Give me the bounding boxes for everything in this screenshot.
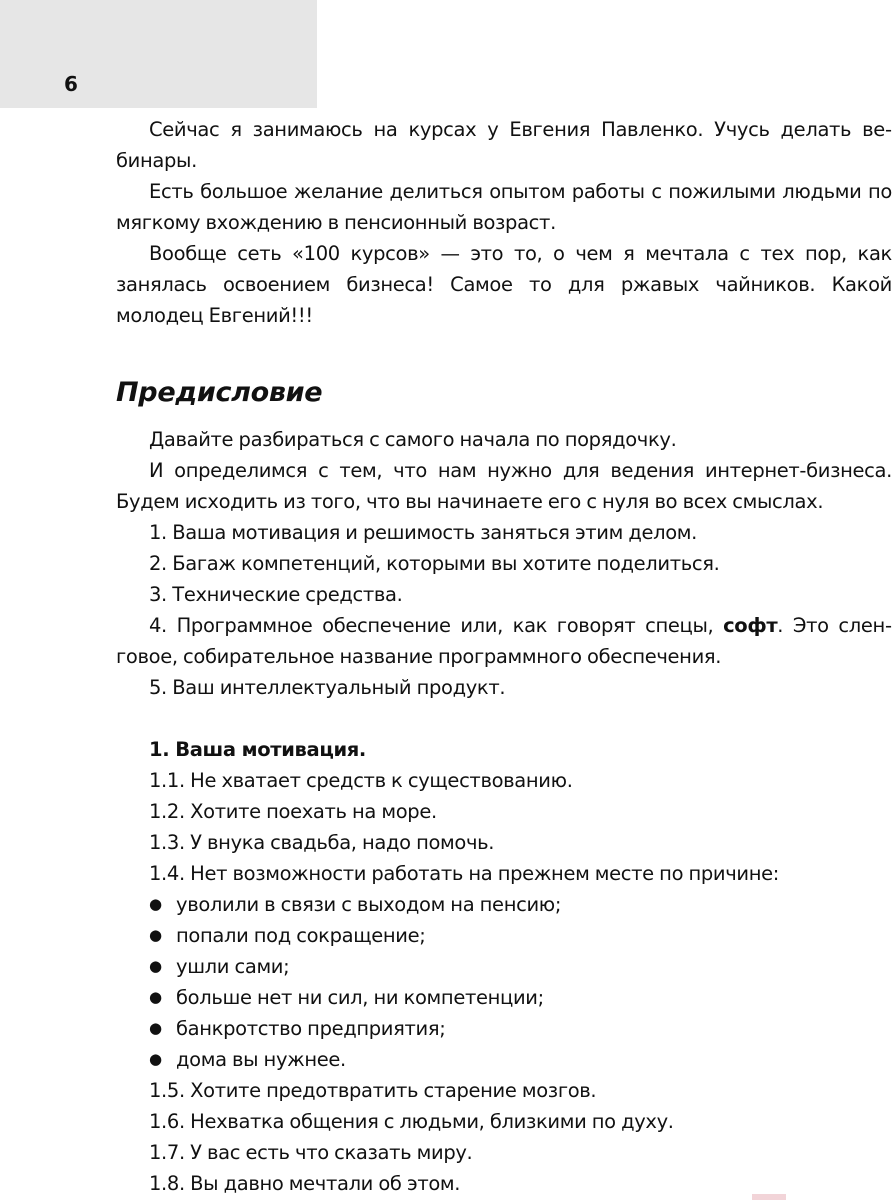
page-body (116, 114, 892, 1199)
motivation-item: 1.5. Хотите предотвратить старение мозгов. (149, 1079, 597, 1102)
page-number: 6 (64, 72, 78, 96)
bullet-text: попали под сокращение; (176, 924, 426, 947)
preface-list-item: 5. Ваш интеллектуальный продукт. (149, 676, 506, 699)
bullet-list-item (116, 982, 892, 1013)
motivation-item: 1.6. Нехватка общения с людьми, близкими по духу. (149, 1110, 674, 1133)
bullet-icon: ● (149, 957, 162, 975)
motivation-item: 1.3. У внука свадьба, надо помочь. (149, 831, 495, 854)
bullet-text: уволили в связи с выходом на пенсию; (176, 893, 562, 916)
preface-paragraph-2: И определимся с тем, что нам нужно для ведения интернет-бизнеса. Будем исходить из того, что вы начинаете его с нуля во всех смыслах. (116, 459, 892, 513)
bullet-text: банкротство предприятия; (176, 1017, 446, 1040)
bullet-icon: ● (149, 1019, 162, 1037)
term-soft: софт (723, 614, 778, 637)
bullet-text: больше нет ни сил, ни компетенции; (176, 986, 544, 1009)
bullet-icon: ● (149, 926, 162, 944)
intro-paragraph-1: Сейчас я занимаюсь на курсах у Евгения Павленко. Учусь делать вебинары. (116, 118, 892, 172)
preface-list-item: 1. Ваша мотивация и решимость заняться этим делом. (149, 521, 698, 544)
bullet-icon: ● (149, 988, 162, 1006)
motivation-heading: 1. Ваша мотивация. (149, 738, 366, 761)
preface-paragraph-1: Давайте разбираться с самого начала по порядочку. (149, 428, 677, 451)
motivation-item: 1.8. Вы давно мечтали об этом. (149, 1172, 461, 1195)
section-title-preface: Предисловие (116, 377, 323, 408)
motivation-item: 1.4. Нет возможности работать на прежнем месте по причине: (149, 862, 780, 885)
bullet-icon: ● (149, 1050, 162, 1068)
bullet-text: дома вы нужнее. (176, 1048, 346, 1071)
motivation-item: 1.7. У вас есть что сказать миру. (149, 1141, 473, 1164)
preface-list-item: 2. Багаж компетенций, которыми вы хотите поделиться. (149, 552, 720, 575)
item4-text-after: . Это сленговое, собирательное название программного обеспечения. (116, 614, 892, 668)
bullet-text: ушли сами; (176, 955, 290, 978)
preface-list-item: 3. Технические средства. (149, 583, 403, 606)
bullet-list-item (116, 951, 892, 982)
motivation-item: 1.2. Хотите поехать на море. (149, 800, 437, 823)
preface-list-item-software (116, 610, 892, 672)
page-edge-mark (752, 1194, 786, 1200)
intro-paragraph-3: Вообще сеть «100 курсов» — это то, о чем я мечтала с тех пор, как занялась освоением бизнеса! Самое то для ржавых чайников. Какой молодец Евгений!!! (116, 242, 892, 327)
item4-text-before: 4. Программное обеспечение или, как говорят спецы, (149, 614, 724, 637)
bullet-list-item (116, 1013, 892, 1044)
bullet-icon: ● (149, 895, 162, 913)
bullet-list-item (116, 1044, 892, 1075)
bullet-list-item (116, 889, 892, 920)
motivation-item: 1.1. Не хватает средств к существованию. (149, 769, 573, 792)
page-number-tab (0, 0, 317, 108)
intro-paragraph-2: Есть большое желание делиться опытом работы с пожилыми людьми по мягкому вхождению в пенсионный возраст. (116, 180, 892, 234)
bullet-list-item (116, 920, 892, 951)
